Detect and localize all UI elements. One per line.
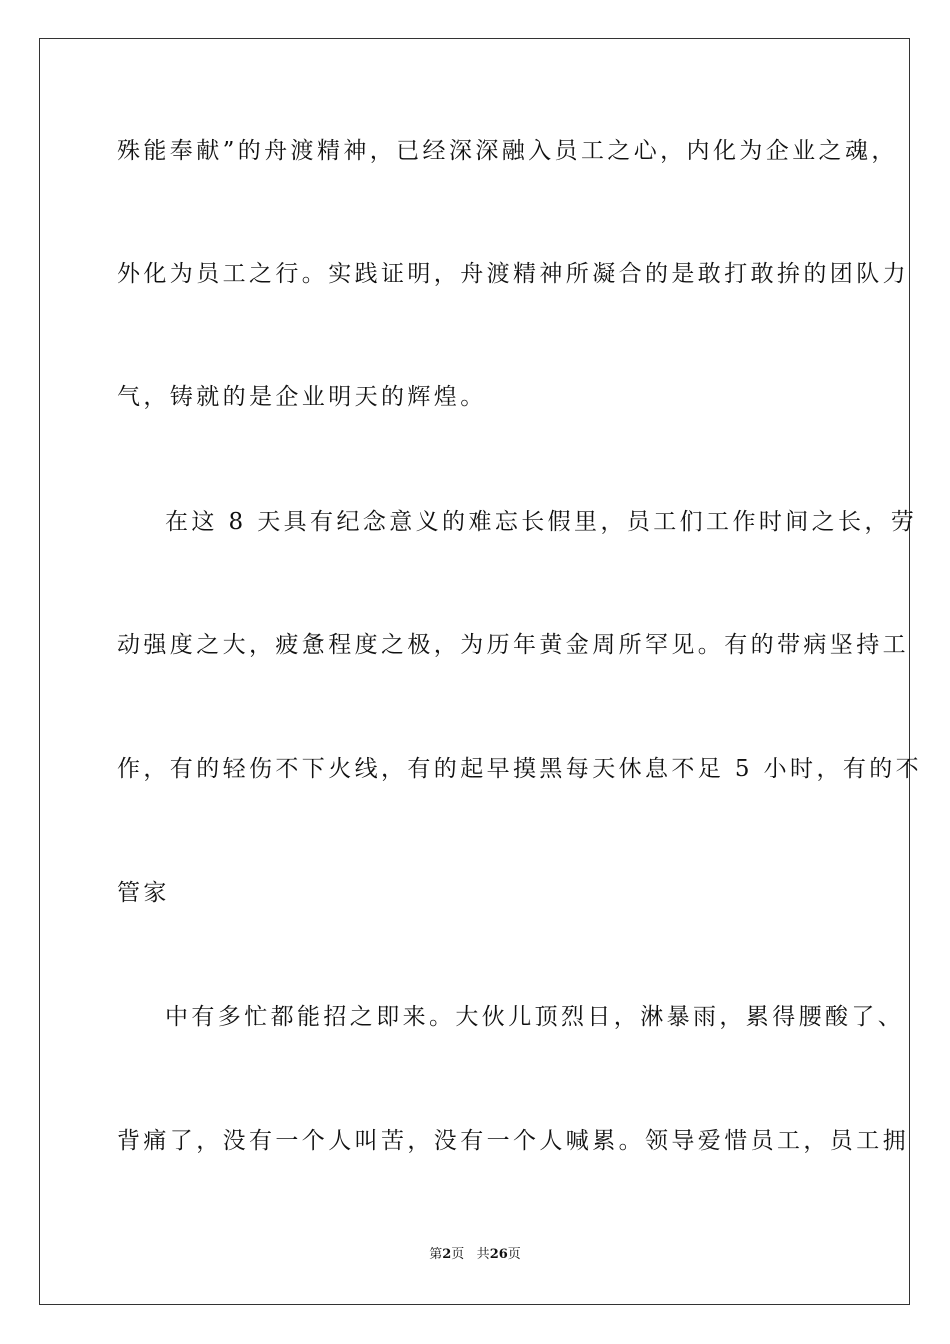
body-line-3: 气，铸就的是企业明天的辉煌。	[117, 384, 487, 410]
body-line-2: 外化为员工之行。实践证明，舟渡精神所凝合的是敢打敢拚的团队力	[117, 261, 909, 287]
body-line-9: 背痛了，没有一个人叫苦，没有一个人喊累。领导爱惜员工，员工拥	[117, 1128, 909, 1154]
total-prefix: 共	[476, 1247, 490, 1262]
body-line-6: 作，有的轻伤不下火线，有的起早摸黑每天休息不足 5 小时，有的不	[117, 756, 923, 782]
body-line-1: 殊能奉献”的舟渡精神，已经深深融入员工之心，内化为企业之魂，	[117, 138, 898, 164]
total-unit: 页	[507, 1247, 521, 1262]
body-line-8: 中有多忙都能招之即来。大伙儿顶烈日，淋暴雨，累得腰酸了、	[165, 1004, 905, 1030]
body-line-7: 管家	[117, 880, 170, 906]
page-unit: 页	[451, 1247, 465, 1262]
page-total: 26	[489, 1247, 508, 1262]
body-line-5: 动强度之大，疲惫程度之极，为历年黄金周所罕见。有的带病坚持工	[117, 632, 909, 658]
page-footer	[0, 1246, 950, 1264]
body-line-4: 在这 8 天具有纪念意义的难忘长假里，员工们工作时间之长，劳	[165, 509, 918, 535]
page-number: 2	[442, 1247, 452, 1262]
page-prefix: 第	[429, 1247, 443, 1262]
page-border	[39, 38, 923, 1305]
